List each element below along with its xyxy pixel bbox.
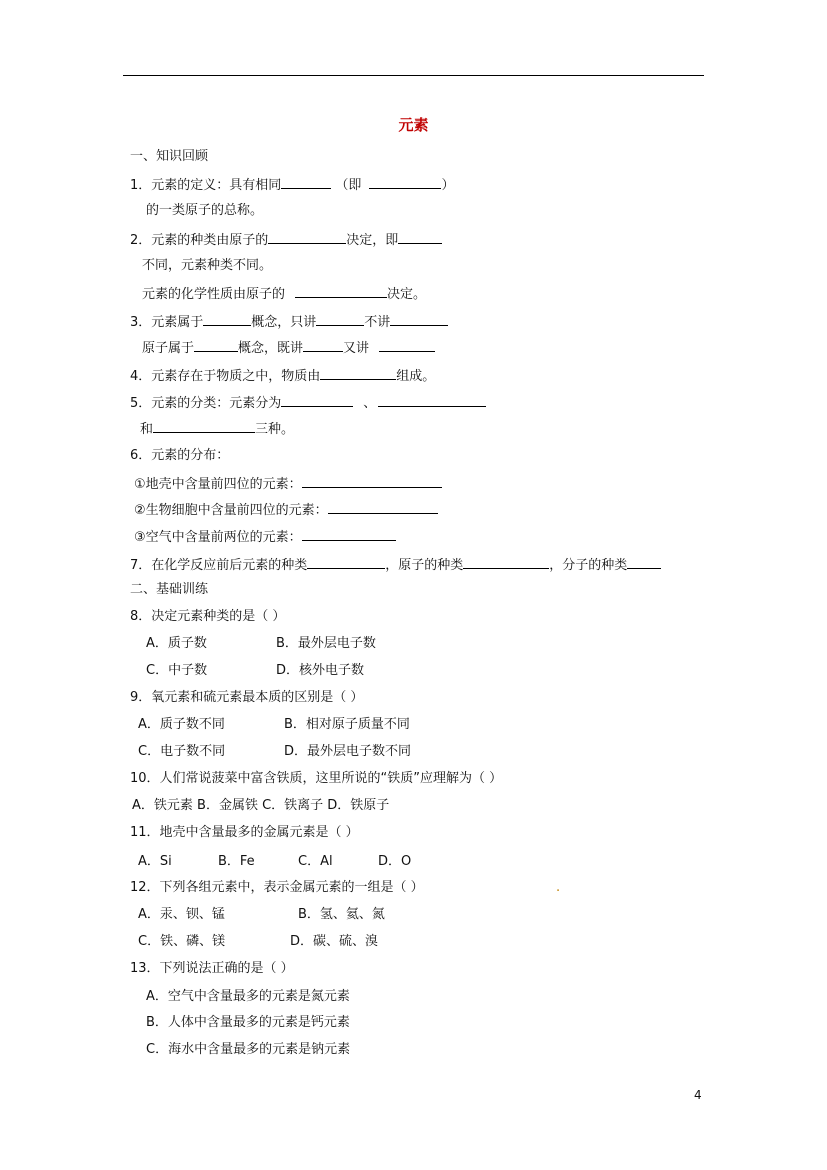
q5-text-d: 三种。	[255, 422, 295, 437]
option-a: A．空气中含量最多的元素是氮元素	[146, 989, 350, 1004]
page-number: 4	[694, 1088, 702, 1102]
q3-text-c: 不讲	[364, 315, 391, 330]
q6-text-c: ②生物细胞中含量前四位的元素：	[134, 503, 328, 518]
answer-blank[interactable]	[307, 556, 385, 569]
option-a: A．汞、钡、锰	[138, 907, 225, 922]
option-d: D．最外层电子数不同	[284, 744, 412, 759]
answer-blank[interactable]	[627, 556, 661, 569]
option-c: C．铁、磷、镁	[138, 934, 226, 949]
option-c: C．电子数不同	[138, 744, 226, 759]
question-3-line-1	[130, 313, 448, 331]
q3-text-d: 原子属于	[142, 341, 195, 356]
option-b: B．Fe	[218, 854, 255, 869]
answer-blank[interactable]	[194, 339, 238, 352]
answer-blank[interactable]	[281, 394, 353, 407]
page-title: 元素	[398, 116, 429, 134]
stray-dot: .	[556, 880, 561, 895]
q4-text-a: 4．元素存在于物质之中，物质由	[130, 369, 321, 384]
question-6-heading: 6．元素的分布：	[130, 448, 230, 463]
answer-blank[interactable]	[203, 313, 251, 326]
q1-text-c: ）	[441, 178, 455, 193]
q2-text-e: 决定。	[387, 287, 427, 302]
question-1-line-2: 的一类原子的总称。	[146, 203, 264, 218]
q5-text-b: 、	[363, 396, 377, 411]
question-12-stem: 12．下列各组元素中，表示金属元素的一组是（ ）	[130, 880, 424, 895]
question-1-line-1	[130, 176, 454, 194]
question-6-item-2	[134, 501, 438, 519]
question-7	[130, 556, 661, 574]
q5-text-a: 5．元素的分类：元素分为	[130, 396, 282, 411]
question-6-item-3	[134, 528, 396, 546]
option-d: D．碳、硫、溴	[290, 934, 379, 949]
question-2-line-3	[142, 285, 426, 303]
q7-text-b: ，原子的种类	[385, 558, 464, 573]
q2-text-d: 元素的化学性质由原子的	[142, 287, 286, 302]
option-a: A．质子数不同	[138, 717, 225, 732]
answer-blank[interactable]	[379, 339, 435, 352]
answer-blank[interactable]	[390, 313, 448, 326]
q3-text-b: 概念，只讲	[251, 315, 317, 330]
section-heading-training: 二、基础训练	[130, 582, 209, 597]
answer-blank[interactable]	[302, 475, 442, 488]
option-b: B．相对原子质量不同	[284, 717, 410, 732]
question-13-stem: 13．下列说法正确的是（ ）	[130, 961, 294, 976]
question-8-stem: 8．决定元素种类的是（ ）	[130, 609, 286, 624]
question-2-line-2: 不同，元素种类不同。	[142, 258, 273, 273]
q7-text-a: 7．在化学反应前后元素的种类	[130, 558, 308, 573]
q4-text-b: 组成。	[396, 369, 436, 384]
question-2-line-1	[130, 231, 442, 249]
answer-blank[interactable]	[295, 285, 387, 298]
question-9-stem: 9．氧元素和硫元素最本质的区别是（ ）	[130, 690, 364, 705]
question-4	[130, 367, 435, 385]
question-10-stem: 10．人们常说菠菜中富含铁质，这里所说的“铁质”应理解为（ ）	[130, 771, 503, 786]
answer-blank[interactable]	[328, 501, 438, 514]
option-d: D．O	[378, 854, 412, 869]
option-b: B．氢、氦、氮	[298, 907, 385, 922]
answer-blank[interactable]	[303, 339, 343, 352]
option-b: B．人体中含量最多的元素是钙元素	[146, 1015, 350, 1030]
answer-blank[interactable]	[320, 367, 396, 380]
answer-blank[interactable]	[281, 176, 331, 189]
q6-text-d: ③空气中含量前两位的元素：	[134, 530, 302, 545]
option-c: C．海水中含量最多的元素是钠元素	[146, 1042, 351, 1057]
question-3-line-2	[142, 339, 435, 357]
option-a: A．质子数	[146, 636, 207, 651]
header-rule	[123, 75, 704, 76]
answer-blank[interactable]	[302, 528, 396, 541]
q7-text-c: ，分子的种类	[549, 558, 628, 573]
answer-blank[interactable]	[268, 231, 346, 244]
question-11-stem: 11．地壳中含量最多的金属元素是（ ）	[130, 825, 359, 840]
q6-text-b: ①地壳中含量前四位的元素：	[134, 477, 302, 492]
answer-blank[interactable]	[316, 313, 364, 326]
option-a: A．Si	[138, 854, 172, 869]
q3-text-e: 概念，既讲	[238, 341, 304, 356]
section-heading-review: 一、知识回顾	[130, 149, 209, 164]
option-c: C．中子数	[146, 663, 208, 678]
question-10-options: A．铁元素 B．金属铁 C．铁离子 D．铁原子	[132, 798, 390, 813]
q1-text-b: （即	[335, 178, 362, 193]
answer-blank[interactable]	[369, 176, 441, 189]
q2-text-a: 2．元素的种类由原子的	[130, 233, 269, 248]
answer-blank[interactable]	[153, 420, 255, 433]
option-d: D．核外电子数	[276, 663, 365, 678]
option-c: C．Al	[298, 854, 333, 869]
question-5-line-1	[130, 394, 486, 412]
answer-blank[interactable]	[398, 231, 442, 244]
answer-blank[interactable]	[463, 556, 549, 569]
question-5-line-2	[140, 420, 294, 438]
q3-text-a: 3．元素属于	[130, 315, 204, 330]
option-b: B．最外层电子数	[276, 636, 376, 651]
q2-text-b: 决定，即	[346, 233, 399, 248]
q3-text-f: 又讲	[343, 341, 370, 356]
answer-blank[interactable]	[378, 394, 486, 407]
q1-text-a: 1．元素的定义：具有相同	[130, 178, 282, 193]
question-6-item-1	[134, 475, 442, 493]
q5-text-c: 和	[140, 422, 154, 437]
